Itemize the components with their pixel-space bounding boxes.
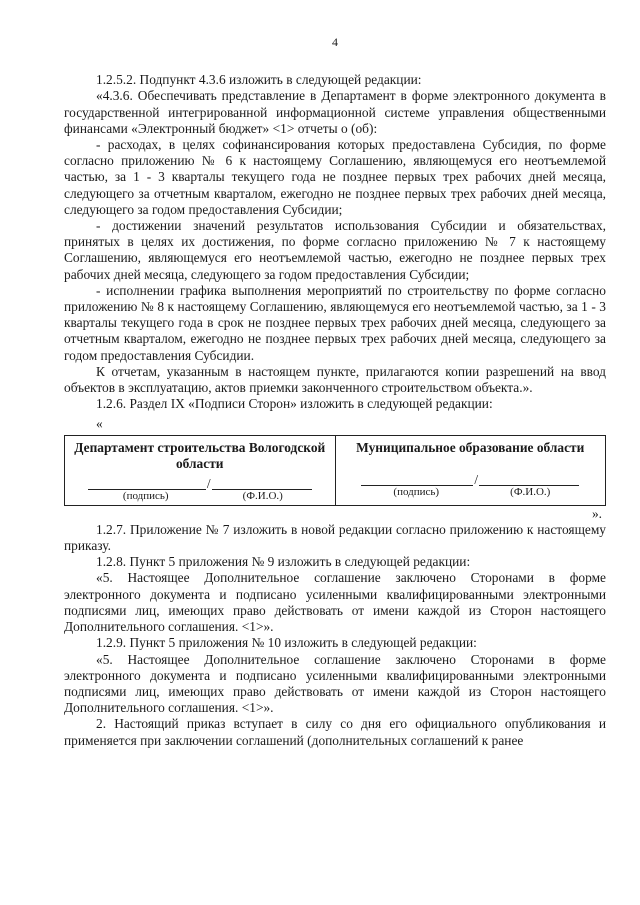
name-caption: (Ф.И.О.) <box>242 489 283 502</box>
paragraph-1-2-6: 1.2.6. Раздел IX «Подписи Сторон» изложить в следующей редакции: <box>96 396 493 412</box>
quote-open-mark: « <box>96 416 103 432</box>
paragraph-2-effective-date: 2. Настоящий приказ вступает в силу со дня его официального опубликования и применяется при заключении соглашений (дополнительных соглашений к ранее <box>64 716 606 748</box>
slash-separator: / <box>474 471 479 487</box>
name-caption: (Ф.И.О.) <box>510 485 551 498</box>
signature-captions-department <box>71 490 329 503</box>
list-item-expenses: - расходах, в целях софинансирования которых предоставлена Субсидия, по форме согласно приложению № 6 к настоящему Соглашению, являющемуся его неотъемлемой частью, за 1 - 3 кварталы текущего года не позднее первых трех рабочих дней месяца, следующего за отчетным кварталом, ежегодно не позднее первых трех рабочих дней месяца, следующего за годом предоставления Субсидии; <box>64 137 606 217</box>
slash-separator: / <box>206 475 211 491</box>
signature-captions-municipality <box>342 486 600 499</box>
paragraph-1-2-7: 1.2.7. Приложение № 7 изложить в новой редакции согласно приложению к настоящему приказу. <box>64 521 606 554</box>
signature-table <box>64 435 606 506</box>
paragraph-1-2-9: 1.2.9. Пункт 5 приложения № 10 изложить в следующей редакции: <box>96 635 477 651</box>
name-blank <box>479 473 579 486</box>
quote-close-mark: ». <box>591 505 602 521</box>
page-number: 4 <box>332 35 338 49</box>
signature-section <box>64 416 606 521</box>
signature-cell-municipality <box>335 435 606 505</box>
paragraph-appendix-10-point-5: «5. Настоящее Дополнительное соглашение заключено Сторонами в форме электронного документа и подписано усиленными квалифицированными электронными подписями лиц, имеющих право действовать от имени каждой из Сторон настоящего Дополнительного соглашения. <1>». <box>64 651 606 716</box>
signature-header-municipality: Муниципальное образование области <box>356 439 585 455</box>
signature-cell-department <box>65 435 336 505</box>
paragraph-4-3-6: «4.3.6. Обеспечивать представление в Департамент в форме электронного документа в государственной интегрированной информационной системе управления общественными финансами «Электронный бюджет» <1> отчеты о (об): <box>64 88 606 136</box>
signature-blank <box>88 477 206 490</box>
paragraph-1-2-5-2: 1.2.5.2. Подпункт 4.3.6 изложить в следующей редакции: <box>96 72 422 88</box>
signature-header-department: Департамент строительства Вологодской области <box>74 439 326 471</box>
sign-caption: (подпись) <box>122 489 169 502</box>
signature-blank <box>361 473 473 486</box>
paragraph-1-2-8: 1.2.8. Пункт 5 приложения № 9 изложить в следующей редакции: <box>96 554 471 570</box>
list-item-results: - достижении значений результатов использования Субсидии и обязательствах, принятых в целях их достижения, по форме согласно приложению № 7 к настоящему Соглашению, являющемуся его неотъемлемой частью, ежегодно не позднее первых трех рабочих дней месяца, следующего за годом предоставления Субсидии; <box>64 218 606 282</box>
paragraph-reports-attachments: К отчетам, указанным в настоящем пункте, прилагаются копии разрешений на ввод объектов в эксплуатацию, актов приемки законченного строительством объекта.». <box>64 363 606 396</box>
list-item-schedule: - исполнении графика выполнения мероприятий по строительству по форме согласно приложению № 8 к настоящему Соглашению, являющемуся его неотъемлемой частью, за 1 - 3 кварталы текущего года в срок не позднее первых трех рабочих дней месяца, следующего за отчетным кварталом, ежегодно не позднее первых трех рабочих дней месяца, следующего за годом предоставления Субсидии. <box>64 282 606 363</box>
name-blank <box>212 477 312 490</box>
signature-line-municipality <box>342 472 600 486</box>
paragraph-appendix-9-point-5: «5. Настоящее Дополнительное соглашение заключено Сторонами в форме электронного документа и подписано усиленными квалифицированными электронными подписями лиц, имеющих право действовать от имени каждой из Сторон настоящего Дополнительного соглашения. <1>». <box>64 570 606 635</box>
sign-caption: (подпись) <box>393 485 440 498</box>
signature-line-department <box>71 476 329 490</box>
